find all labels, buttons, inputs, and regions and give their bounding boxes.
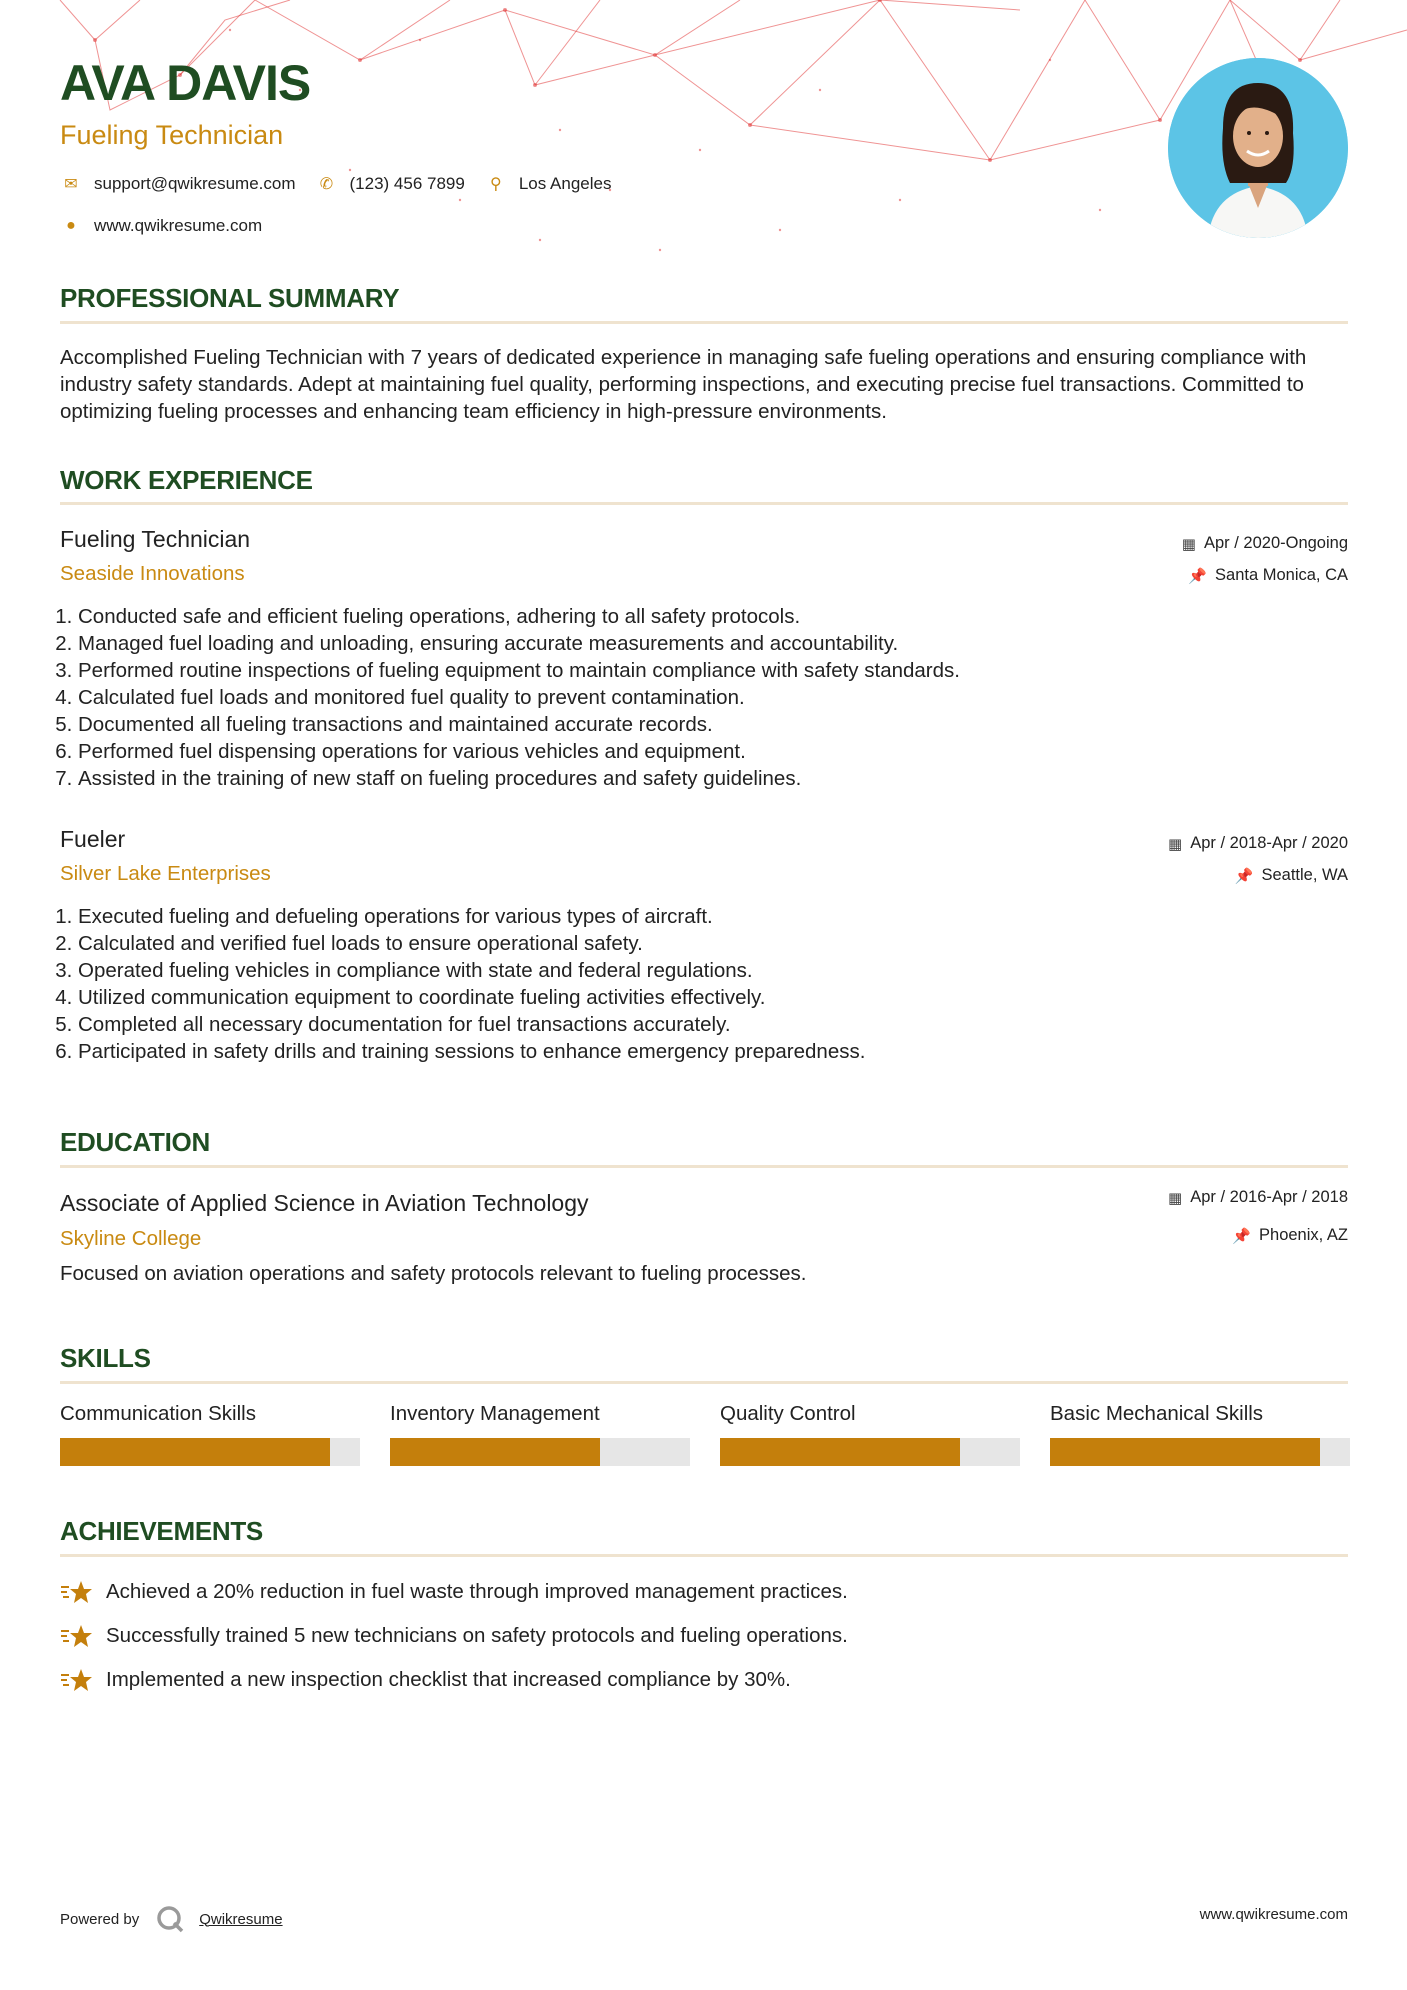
achievement-text: Successfully trained 5 new technicians on safety protocols and fueling operations. (106, 1624, 848, 1647)
contact-row-2 (60, 216, 282, 236)
phone-icon: ✆ (319, 176, 334, 193)
calendar-icon: ▦ (1168, 1189, 1183, 1207)
skill-bar (720, 1438, 1020, 1466)
candidate-role: Fueling Technician (60, 120, 284, 150)
job-bullet: 5. Documented all fueling transactions and maintained accurate records. (78, 711, 960, 738)
globe-icon: ● (66, 217, 76, 234)
skill-name: Basic Mechanical Skills (1050, 1402, 1264, 1425)
job-location-text: Santa Monica, CA (1215, 566, 1348, 584)
skill-bar (390, 1438, 690, 1466)
job-bullet: 4. Utilized communication equipment to coordinate fueling activities effectively. (78, 984, 865, 1011)
contact-location (485, 174, 612, 194)
contact-row-1 (60, 174, 631, 194)
skill-item (1050, 1402, 1350, 1466)
job-bullet: 5. Completed all necessary documentation for fuel transactions accurately. (78, 1011, 865, 1038)
powered-by-label: Powered by (60, 1910, 140, 1928)
job-dates (1182, 534, 1348, 553)
calendar-icon: ▦ (1181, 535, 1196, 553)
achievement-text: Implemented a new inspection checklist that increased compliance by 30%. (106, 1668, 791, 1691)
job-title: Fueler (60, 826, 126, 852)
summary-text: Accomplished Fueling Technician with 7 years of dedicated experience in managing safe fueling operations and ensuring compliance with industry safety standards. Adept at maintaining fuel quality, performing inspections, and executing precise fuel transactions. Committed to optimizing fueling processes and enhancing team efficiency in high-pressure environments. (60, 346, 1307, 423)
pin-icon: 📌 (1232, 1227, 1252, 1245)
job-bullet: 6. Participated in safety drills and training sessions to enhance emergency preparedness. (78, 1038, 865, 1065)
job-bullet: 6. Performed fuel dispensing operations for various vehicles and equipment. (78, 738, 960, 765)
skill-item (390, 1402, 690, 1466)
pin-icon: 📌 (1234, 867, 1254, 885)
skill-bar-fill (390, 1438, 600, 1466)
education-location-text: Phoenix, AZ (1259, 1226, 1348, 1244)
section-title-summary: PROFESSIONAL SUMMARY (60, 283, 400, 313)
skill-bar-fill (1050, 1438, 1320, 1466)
skill-item (720, 1402, 1020, 1466)
contact-phone[interactable] (316, 174, 465, 194)
section-title-education: EDUCATION (60, 1127, 210, 1157)
location-text: Los Angeles (518, 174, 612, 193)
education-school: Skyline College (60, 1227, 202, 1250)
job-bullet: 4. Calculated fuel loads and monitored fuel quality to prevent contamination. (78, 684, 960, 711)
star-icon (60, 1622, 94, 1650)
section-divider (60, 1554, 1348, 1557)
achievement-item (60, 1578, 848, 1606)
skill-name: Quality Control (720, 1402, 856, 1425)
brand-link[interactable]: Qwikresume (199, 1910, 283, 1928)
job-bullets (54, 603, 960, 792)
skill-name: Communication Skills (60, 1402, 256, 1425)
candidate-name: AVA DAVIS (60, 55, 311, 111)
skill-bar-fill (720, 1438, 960, 1466)
footer-website[interactable]: www.qwikresume.com (1199, 1906, 1348, 1923)
contact-email[interactable] (60, 174, 296, 194)
education-location (1232, 1226, 1348, 1245)
job-bullet: 1. Conducted safe and efficient fueling operations, adhering to all safety protocols. (78, 603, 960, 630)
job-bullet: 7. Assisted in the training of new staff on fueling procedures and safety guidelines. (78, 765, 960, 792)
job-bullet: 3. Performed routine inspections of fueling equipment to maintain compliance with safety standards. (78, 657, 960, 684)
qwikresume-logo-icon (155, 1904, 185, 1934)
job-bullet: 1. Executed fueling and defueling operations for various types of aircraft. (78, 903, 865, 930)
job-bullet: 2. Calculated and verified fuel loads to ensure operational safety. (78, 930, 865, 957)
education-dates (1168, 1188, 1348, 1207)
website-text: www.qwikresume.com (94, 216, 263, 235)
job-location-text: Seattle, WA (1261, 866, 1348, 884)
job-location (1188, 566, 1348, 585)
star-icon (60, 1666, 94, 1694)
avatar (1168, 58, 1348, 238)
job-company: Silver Lake Enterprises (60, 862, 271, 885)
job-dates-text: Apr / 2020-Ongoing (1203, 534, 1348, 552)
section-divider (60, 502, 1348, 505)
skill-bar (60, 1438, 360, 1466)
calendar-icon: ▦ (1168, 835, 1183, 853)
job-bullet: 3. Operated fueling vehicles in compliance with state and federal regulations. (78, 957, 865, 984)
job-bullets (54, 903, 865, 1065)
education-description: Focused on aviation operations and safety protocols relevant to fueling processes. (60, 1262, 807, 1285)
star-icon (60, 1578, 94, 1606)
envelope-icon: ✉ (64, 176, 78, 193)
skill-item (60, 1402, 360, 1466)
achievement-item (60, 1666, 791, 1694)
section-divider (60, 1381, 1348, 1384)
section-title-skills: SKILLS (60, 1343, 151, 1373)
section-divider (60, 1165, 1348, 1168)
achievement-item (60, 1622, 848, 1650)
section-title-achievements: ACHIEVEMENTS (60, 1516, 263, 1546)
skill-name: Inventory Management (390, 1402, 600, 1425)
education-degree: Associate of Applied Science in Aviation Technology (60, 1190, 589, 1216)
portrait-illustration (1168, 58, 1348, 238)
map-pin-icon: ⚲ (489, 176, 502, 193)
footer-powered-by (60, 1904, 283, 1934)
education-dates-text: Apr / 2016-Apr / 2018 (1190, 1188, 1348, 1206)
job-dates-text: Apr / 2018-Apr / 2020 (1190, 834, 1348, 852)
job-bullet: 2. Managed fuel loading and unloading, ensuring accurate measurements and accountability. (78, 630, 960, 657)
email-text: support@qwikresume.com (94, 174, 296, 193)
section-title-work: WORK EXPERIENCE (60, 465, 313, 495)
job-dates (1168, 834, 1348, 853)
phone-text: (123) 456 7899 (349, 174, 465, 193)
job-location (1235, 866, 1348, 885)
job-company: Seaside Innovations (60, 562, 245, 585)
job-title: Fueling Technician (60, 526, 251, 552)
skill-bar (1050, 1438, 1350, 1466)
section-divider (60, 321, 1348, 324)
pin-icon: 📌 (1188, 567, 1208, 585)
contact-website[interactable] (60, 216, 262, 236)
skill-bar-fill (60, 1438, 330, 1466)
achievement-text: Achieved a 20% reduction in fuel waste through improved management practices. (106, 1580, 848, 1603)
